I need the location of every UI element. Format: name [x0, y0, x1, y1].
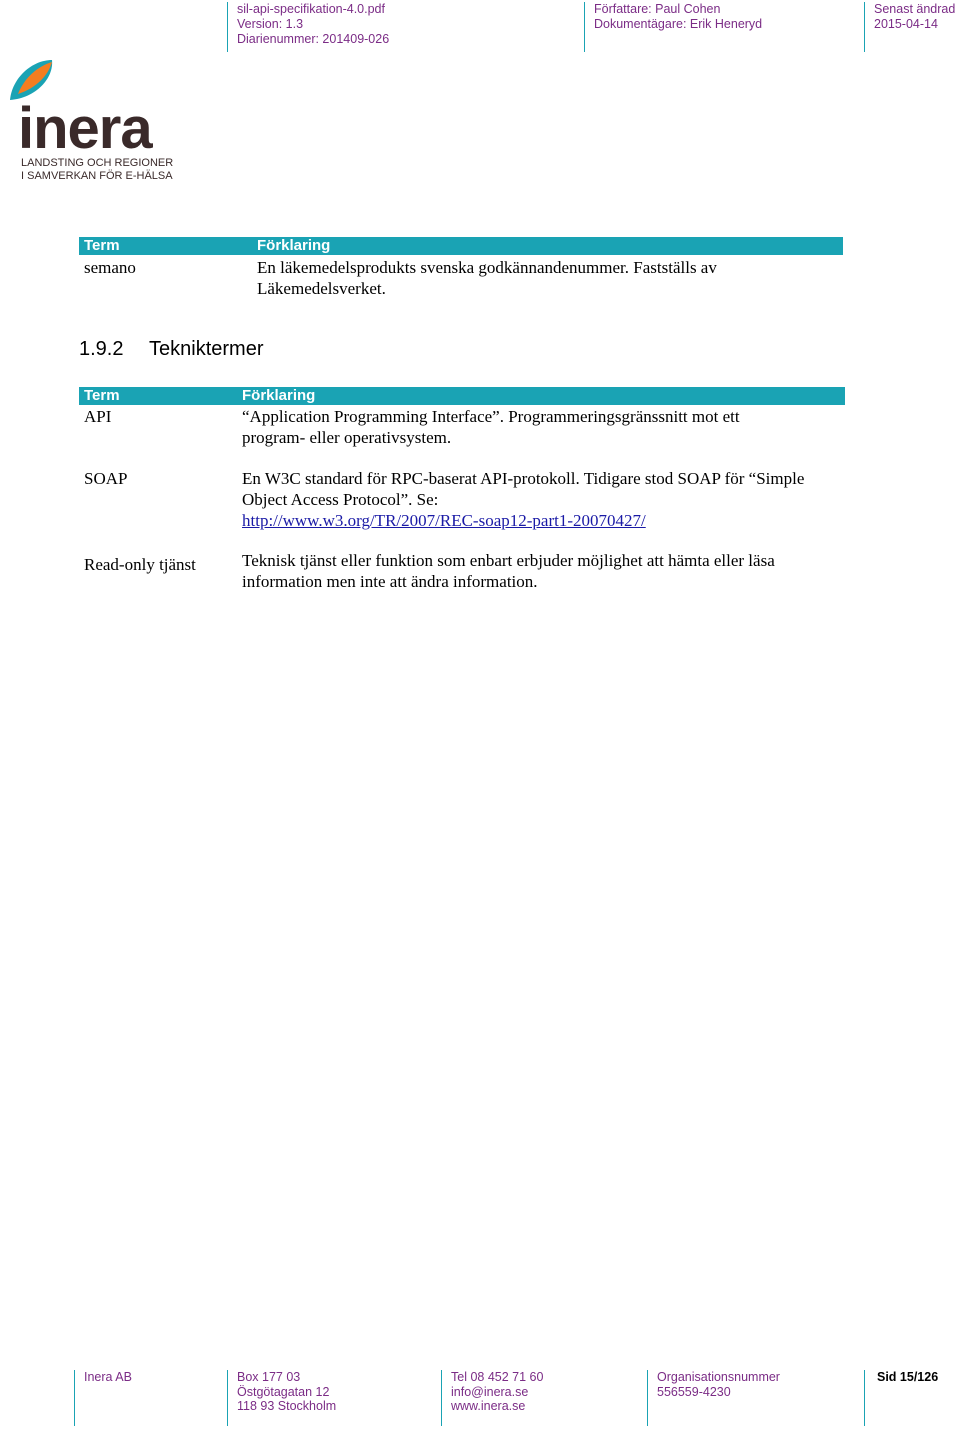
explanation-line: Läkemedelsverket.	[257, 279, 386, 298]
table-row-explanation	[242, 468, 804, 531]
table-row-explanation	[257, 257, 717, 299]
footer-org	[657, 1370, 780, 1399]
footer-divider	[647, 1370, 648, 1426]
footer-address-line: Östgötagatan 12	[237, 1384, 330, 1399]
column-header-explanation: Förklaring	[257, 237, 331, 254]
header-modified-label: Senast ändrad	[874, 2, 956, 16]
column-header-explanation: Förklaring	[242, 387, 316, 404]
table-row-term: SOAP	[84, 469, 128, 488]
footer-address-line: 118 93 Stockholm	[237, 1399, 337, 1413]
explanation-line: “Application Programming Interface”. Programmeringsgränssnitt mot ett	[242, 407, 740, 426]
section-heading	[79, 337, 263, 361]
footer-company	[84, 1370, 132, 1385]
header-diarienummer: Diarienummer: 201409-026	[237, 32, 390, 46]
soap-spec-link[interactable]: http://www.w3.org/TR/2007/REC-soap12-part1-20070427/	[242, 511, 646, 530]
section-title: Tekniktermer	[149, 338, 264, 360]
table-header	[79, 237, 843, 255]
table-row-term: API	[84, 407, 112, 426]
footer-company-name: Inera AB	[84, 1370, 132, 1384]
header-version: Version: 1.3	[237, 17, 304, 31]
column-header-term: Term	[84, 237, 120, 254]
logo-wordmark: inera	[18, 96, 152, 161]
table-row-term: Read-only tjänst	[84, 555, 196, 574]
footer-email: info@inera.se	[451, 1384, 529, 1399]
explanation-line: information men inte att ändra information.	[242, 572, 538, 591]
table-header	[79, 387, 845, 405]
header-filename: sil-api-specifikation-4.0.pdf	[237, 2, 385, 16]
footer-address-line: Box 177 03	[237, 1370, 301, 1384]
footer-divider	[74, 1370, 75, 1426]
footer-phone: Tel 08 452 71 60	[451, 1370, 544, 1384]
header-modified-date: 2015-04-14	[874, 17, 938, 31]
footer-website: www.inera.se	[451, 1399, 526, 1413]
header-owner: Dokumentägare: Erik Heneryd	[594, 17, 763, 31]
explanation-line: En läkemedelsprodukts svenska godkännandenummer. Fastställs av	[257, 258, 717, 277]
logo-tagline-2: I SAMVERKAN FÖR E-HÄLSA	[21, 170, 173, 182]
header-divider	[864, 2, 865, 52]
header-modified	[874, 2, 955, 32]
footer-divider	[227, 1370, 228, 1426]
logo-tagline-1: LANDSTING OCH REGIONER	[21, 157, 174, 169]
column-header-term: Term	[84, 387, 120, 404]
footer-contact	[451, 1370, 543, 1414]
table-row-explanation	[242, 406, 740, 448]
section-number: 1.9.2	[79, 338, 124, 360]
table-row-explanation	[242, 550, 775, 592]
header-file-info	[237, 2, 389, 47]
table-row-term: semano	[84, 258, 136, 277]
footer-divider	[441, 1370, 442, 1426]
header-divider	[584, 2, 585, 52]
explanation-line: En W3C standard för RPC-baserat API-protokoll. Tidigare stod SOAP för “Simple	[242, 469, 805, 488]
footer-address	[237, 1370, 336, 1414]
explanation-line: program- eller operativsystem.	[242, 428, 452, 447]
footer-divider	[864, 1370, 865, 1426]
explanation-line: Teknisk tjänst eller funktion som enbart erbjuder möjlighet att hämta eller läsa	[242, 551, 775, 570]
footer-org-label: Organisationsnummer	[657, 1370, 780, 1384]
header-author: Författare: Paul Cohen	[594, 2, 721, 16]
header-divider	[227, 2, 228, 52]
explanation-line: Object Access Protocol”. Se:	[242, 490, 439, 509]
header-authors	[594, 2, 762, 32]
page-number: Sid 15/126	[877, 1370, 939, 1384]
footer-org-number: 556559-4230	[657, 1384, 731, 1399]
